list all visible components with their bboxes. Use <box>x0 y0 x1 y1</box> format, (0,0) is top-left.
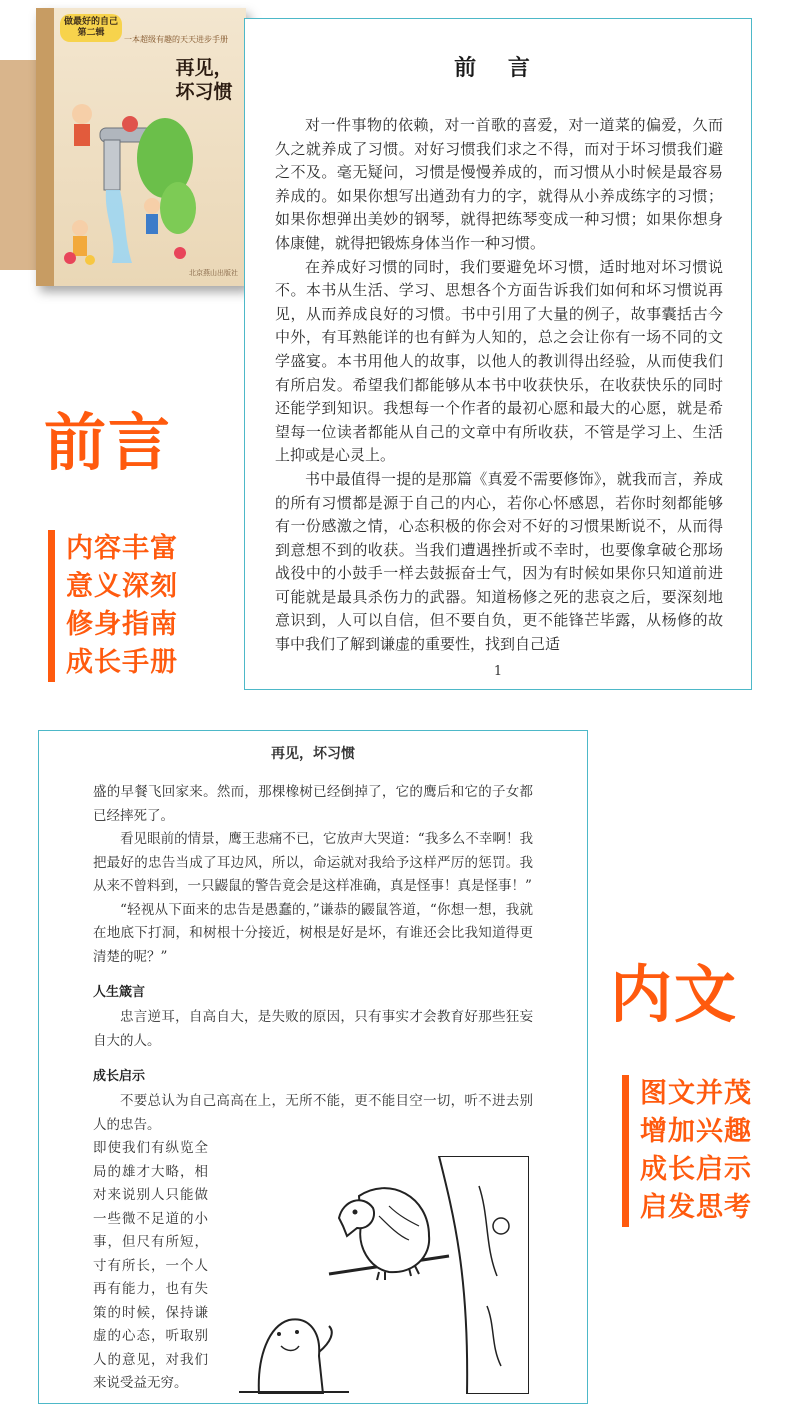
preface-heading: 前 言 <box>454 55 542 81</box>
preface-paragraph: 在养成好习惯的同时，我们要避免坏习惯，适时地对坏习惯说不。本书从生活、学习、思想各个方面告诉我们如何和坏习惯说再见，从而养成良好的习惯。书中引用了大量的例子，故事囊括古今中外，有耳熟能详的也有鲜为人知的，总之会让你有一场不同的文学盛宴。本书用他人的故事，以他人的教训得出经验，从而使我们有所启发。希望我们都能够从本书中收获快乐，在收获快乐的同时还能学到知识。我想每一个作者的最初心愿和最大的心愿，就是希望每一位读者都能从自己的文章中有所收获，不管是学习上、生活上抑或是心灵上。 <box>275 257 723 465</box>
running-head: 再见，坏习惯 <box>271 746 355 762</box>
content-paragraph: “轻视从下面来的忠告是愚蠢的，”谦恭的鼹鼠答道，“你想一想，我就在地底下打洞，和树根十分接近，树根是好是坏，有谁还会比我知道得更清楚的呢？” <box>93 901 533 965</box>
section-title-motto: 人生箴言 <box>93 985 146 1000</box>
book-spine-text: 做最好的自己 再见坏习惯 <box>40 28 50 148</box>
cover-title-line2: 坏习惯 <box>175 81 233 103</box>
feature-item: 增加兴趣 <box>640 1116 752 1147</box>
series-badge: 做最好的自己 第二辑 <box>60 14 122 42</box>
feature-item: 内容丰富 <box>66 533 178 564</box>
feature-item: 修身指南 <box>66 609 178 640</box>
content-page <box>38 730 588 1404</box>
section-text-insight: 不要总认为自己高高在上，无所不能，更不能目空一切，听不进去别人的忠告。 <box>93 1093 533 1133</box>
feature-item: 启发思考 <box>640 1192 752 1223</box>
content-paragraph: 看见眼前的情景，鹰王悲痛不已，它放声大哭道：“我多么不幸啊！我把最好的忠告当成了耳边风，所以，命运就对我给予这样严厉的惩罚。我从来不曾料到，一只鼹鼠的警告竟会是这样准确，真是怪事！真是怪事！” <box>93 831 533 894</box>
preface-page <box>244 18 752 690</box>
section-text-motto: 忠言逆耳，自高自大，是失败的原因，只有事实才会教育好那些狂妄自大的人。 <box>93 1009 533 1049</box>
book-cover <box>36 8 246 286</box>
cover-title-line1: 再见， <box>175 57 233 79</box>
feature-item: 成长手册 <box>66 647 178 678</box>
page-number: 1 <box>493 664 503 679</box>
preface-paragraph: 对一件事物的依赖，对一首歌的喜爱，对一道菜的偏爱，久而久之就养成了习惯。对好习惯我们求之不得，而对于坏习惯我们避之不及。毫无疑问，习惯是慢慢养成的，而习惯从小时候是最容易养成的。如果你想写出遒劲有力的字，就得从小养成练字的习惯；如果你想弹出美妙的钢琴，就得把练琴变成一种习惯；如果你想身体康健，就得把锻炼身体当作一种习惯。 <box>275 116 723 252</box>
eagle-mole-illustration <box>239 1156 529 1394</box>
feature-item: 图文并茂 <box>640 1078 752 1109</box>
preface-label: 前言 <box>44 406 173 479</box>
content-paragraph: 盛的早餐飞回家来。然而，那棵橡树已经倒掉了，它的鹰后和它的子女都已经摔死了。 <box>93 784 533 824</box>
content-feature-list <box>622 1075 752 1227</box>
section-title-insight: 成长启示 <box>93 1069 146 1084</box>
content-label: 内文 <box>610 958 739 1031</box>
preface-paragraph: 书中最值得一提的是那篇《真爱不需要修饰》，就我而言，养成的所有习惯都是源于自己的内心，若你心怀感恩，若你时刻都能够有一份感激之情，心态积极的你会对不好的习惯果断说不，从而得到意想不到的收获。当我们遭遇挫折或不幸时，也要像拿破仑那场战役中的小鼓手一样去鼓振奋士气，因为有时候如果你只知道前进可能就是最具杀伤力的武器。知道杨修之死的悲哀之后，要深刻地意识到，人可以自信，但不要自负，更不能锋芒毕露，从杨修的故事中我们了解到谦虚的重要性，找到自己适 <box>275 469 723 654</box>
preface-body <box>275 114 723 657</box>
preface-feature-list <box>48 530 178 682</box>
cover-publisher: 北京燕山出版社 <box>189 269 238 277</box>
feature-item: 意义深刻 <box>66 571 178 602</box>
section-text-insight-wrap: 即使我们有纵览全局的雄才大略，相对来说别人只能做一些微不足道的小事，但尺有所短，寸有所长，一个人再有能力，也有失策的时候，保持谦虚的心态，听取别人的意见，对我们来说受益无穷。 <box>93 1140 208 1391</box>
feature-item: 成长启示 <box>640 1154 752 1185</box>
cover-tagline: 一本超级有趣的天天进步手册 <box>124 35 228 44</box>
cover-illustration <box>60 88 200 268</box>
